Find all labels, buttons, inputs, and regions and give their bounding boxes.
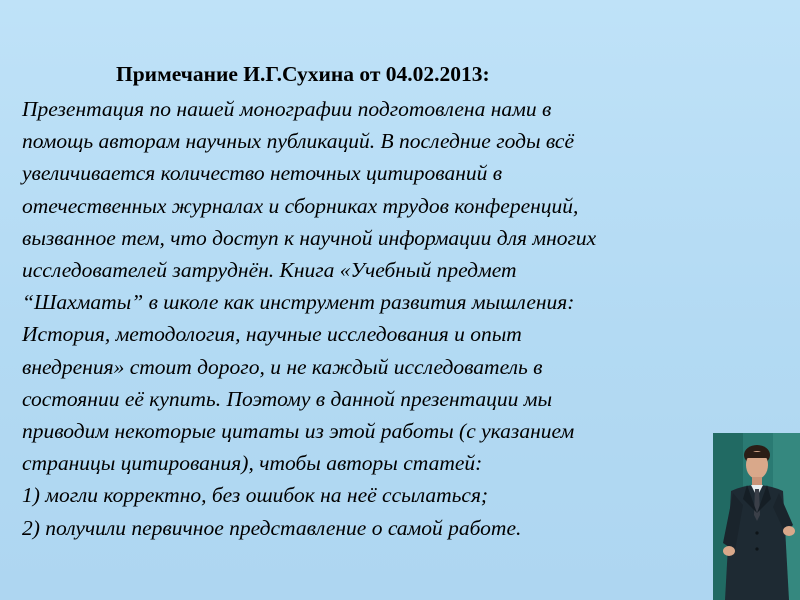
body-line: История, методология, научные исследования и опыт <box>22 322 522 347</box>
body-line: помощь авторам научных публикаций. В последние годы всё <box>22 129 575 154</box>
body-line: исследователей затруднён. Книга «Учебный предмет <box>22 258 517 283</box>
body-line: Презентация по нашей монографии подготовлена нами в <box>22 97 552 121</box>
body-line: отечественных журналах и сборниках трудов конференций, <box>22 193 579 218</box>
slide-body-text <box>22 93 782 544</box>
body-line: “Шахматы” в школе как инструмент развития мышления: <box>22 290 575 315</box>
body-line: 1) могли корректно, без ошибок на неё ссылаться; <box>22 483 489 508</box>
author-photo <box>713 433 800 600</box>
slide-title: Примечание И.Г.Сухина от 04.02.2013: <box>116 62 490 86</box>
body-line: страницы цитирования), чтобы авторы статей: <box>22 451 483 476</box>
body-line: 2) получили первичное представление о самой работе. <box>22 515 522 540</box>
body-line: увеличивается количество неточных цитирований в <box>22 161 503 186</box>
body-line: приводим некоторые цитаты из этой работы (с указанием <box>22 419 575 444</box>
body-line: вызванное тем, что доступ к научной информации для многих <box>22 225 597 250</box>
body-line: внедрения» стоит дорого, и не каждый исследователь в <box>22 354 543 379</box>
body-line: состоянии её купить. Поэтому в данной презентации мы <box>22 386 553 411</box>
